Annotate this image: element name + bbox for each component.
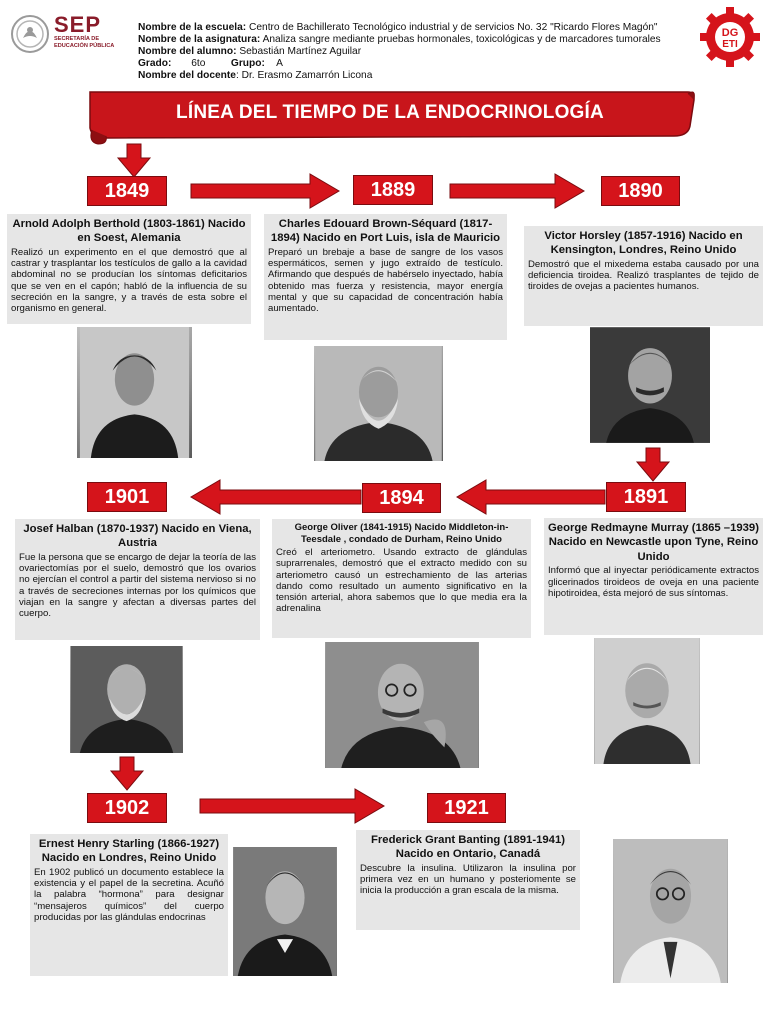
- portrait-brown-sequard: [314, 346, 443, 461]
- arrow-left-1891-1894: [456, 479, 606, 515]
- dgeti-gear-logo: [699, 6, 761, 68]
- group-label: Grupo:: [230, 58, 265, 70]
- card-heading: Arnold Adolph Berthold (1803-1861) Nacido en Soest, Alemania: [12, 218, 246, 245]
- portrait-horsley: [590, 327, 710, 443]
- subject-label: Nombre de la asignatura:: [138, 34, 261, 46]
- card-heading: Victor Horsley (1857-1916) Nacido en Kensington, Londres, Reino Unido: [544, 230, 743, 257]
- arrow-left-1894-1901: [190, 479, 362, 515]
- card-heading: Frederick Grant Banting (1891-1941) Nacido en Ontario, Canadá: [371, 834, 565, 861]
- year-badge-1921: 1921: [427, 793, 506, 823]
- school-label: Nombre de la escuela:: [138, 22, 247, 33]
- portrait-halban: [70, 646, 183, 753]
- sep-subtitle-1: SECRETARÍA DE: [54, 36, 100, 42]
- card-text: Informó que al inyectar periódicamente extractos glicerinados tiroideos de oveja en una paciente hipotiroidea, ésta mejoró de sus síntomas.: [548, 565, 759, 599]
- card-berthold: [7, 214, 251, 324]
- portrait-banting-image: [613, 839, 728, 983]
- arrow-right-1849-1889: [190, 173, 340, 209]
- arrow-right-1902-1921: [199, 788, 385, 824]
- card-heading: Charles Edouard Brown-Séquard (1817-1894) Nacido en Port Luis, isla de Mauricio: [270, 218, 501, 245]
- portrait-banting: [613, 839, 728, 983]
- year-badge-1891: 1891: [606, 482, 686, 512]
- grade-value: 6to: [191, 58, 206, 70]
- year-badge-1890: 1890: [601, 176, 680, 206]
- portrait-oliver-image: [325, 642, 479, 768]
- sep-subtitle-2: EDUCACIÓN PÚBLICA: [54, 43, 115, 49]
- card-oliver: [272, 519, 531, 638]
- year-badge-1889: 1889: [353, 175, 433, 205]
- sep-logo: [10, 12, 130, 54]
- subject-value: Analiza sangre mediante pruebas hormonales, toxicológicas y de marcadores tumorales: [262, 34, 661, 46]
- portrait-berthold: [77, 327, 192, 458]
- portrait-oliver: [325, 642, 479, 768]
- grade-label: Grado:: [138, 58, 172, 70]
- sep-wordmark: SEP: [54, 12, 102, 37]
- page-title: LÍNEA DEL TIEMPO DE LA ENDOCRINOLOGÍA: [176, 102, 604, 123]
- portrait-starling: [233, 847, 337, 976]
- card-starling: [30, 834, 228, 976]
- card-halban: [15, 519, 260, 640]
- card-horsley: [524, 226, 763, 326]
- portrait-brown-sequard-image: [314, 346, 443, 461]
- card-heading: Ernest Henry Starling (1866-1927) Nacido en Londres, Reino Unido: [38, 838, 220, 865]
- card-brown-sequard: [264, 214, 507, 340]
- teacher-label: Nombre del docente: [138, 70, 236, 82]
- card-text: Preparó un brebaje a base de sangre de los vasos espermáticos, semen y jugo extraído de testículo. Afirmando que después de habérselo inyectado, había obtenido mas fuerza y resistencia, mayor energía mental y que su capacidad de concentración había aumentado.: [268, 246, 503, 315]
- year-badge-1849: 1849: [87, 176, 167, 206]
- arrow-down-start: [117, 144, 151, 178]
- card-text: Demostró que el mixedema estaba causado por una deficiencia tiroidea. Realizó trasplantes de tejido de tiroides de ovejas a pacientes humanos.: [528, 258, 759, 293]
- group-value: A: [276, 58, 283, 70]
- card-text: Realizó un experimento en el que demostró que al castrar y trasplantar los testículos de gallo a la cavidad abdominal no se producían los síntomas deficitarios que se ven en el capón; habló de la influencia de su secreción en la sangre, y a través de esta sobre el organismo en general.: [11, 246, 247, 315]
- dgeti-text-bottom: ETI: [722, 39, 738, 50]
- portrait-starling-image: [233, 847, 337, 976]
- portrait-berthold-image: [77, 327, 192, 458]
- student-label: Nombre del alumno:: [138, 46, 237, 58]
- school-value: Centro de Bachillerato Tecnológico industrial y de servicios No. 32 "Ricardo Flores Magón": [249, 22, 658, 33]
- portrait-murray: [594, 638, 700, 764]
- card-heading: George Redmayne Murray (1865 –1939) Nacido en Newcastle upon Tyne, Reino Unido: [548, 522, 759, 563]
- card-heading: Josef Halban (1870-1937) Nacido en Viena, Austria: [23, 523, 252, 550]
- student-value: Sebastián Martínez Aguilar: [239, 46, 362, 58]
- header-info: [138, 22, 661, 82]
- card-text: En 1902 publicó un documento establece la existencia y el papel de la secretina. Acuñó la palabra “hormona” para designar “mensajeros químicos” del cuerpo producidas por las glándulas endocrinas: [34, 866, 224, 923]
- card-murray: [544, 518, 763, 635]
- card-heading: George Oliver (1841-1915) Nacido Middleton-in-Teesdale , condado de Durham, Reino Unido: [294, 522, 509, 545]
- portrait-horsley-image: [590, 327, 710, 443]
- card-text: Fue la persona que se encargo de dejar la teoría de las ovariectomías por el suelo, demostró que los ovarios no ejercían el control a partir del sistema nervioso si no a través de secreciones internas por los químicos que viajan en la sangre y afectan a diversas partes del cuerpo.: [19, 551, 256, 620]
- portrait-murray-image: [594, 638, 700, 764]
- arrow-right-1889-1890: [449, 173, 585, 209]
- year-badge-1901: 1901: [87, 482, 167, 512]
- dgeti-text-top: DG: [721, 27, 739, 39]
- teacher-value: : Dr. Erasmo Zamarrón Licona: [235, 70, 373, 82]
- card-text: Creó el arteriometro. Usando extracto de glándulas suprarrenales, demostró que el extracto medido con su arteriometro causó un estrechamiento de las arterias dando como resultado un aumento significativo en la tensión arterial, ahora sabemos que lo que media era la adrenalina: [276, 547, 527, 615]
- card-banting: [356, 830, 580, 930]
- mexican-seal-icon: [10, 14, 50, 54]
- arrow-down-1901-1902: [110, 757, 144, 791]
- year-badge-1894: 1894: [362, 483, 441, 513]
- year-badge-1902: 1902: [87, 793, 167, 823]
- card-text: Descubre la insulina. Utilizaron la insulina por primera vez en un humano y posteriomente se inicia la producción a gran escala de la misma.: [360, 862, 576, 897]
- arrow-down-1890-1891: [636, 448, 670, 482]
- portrait-halban-image: [70, 646, 183, 753]
